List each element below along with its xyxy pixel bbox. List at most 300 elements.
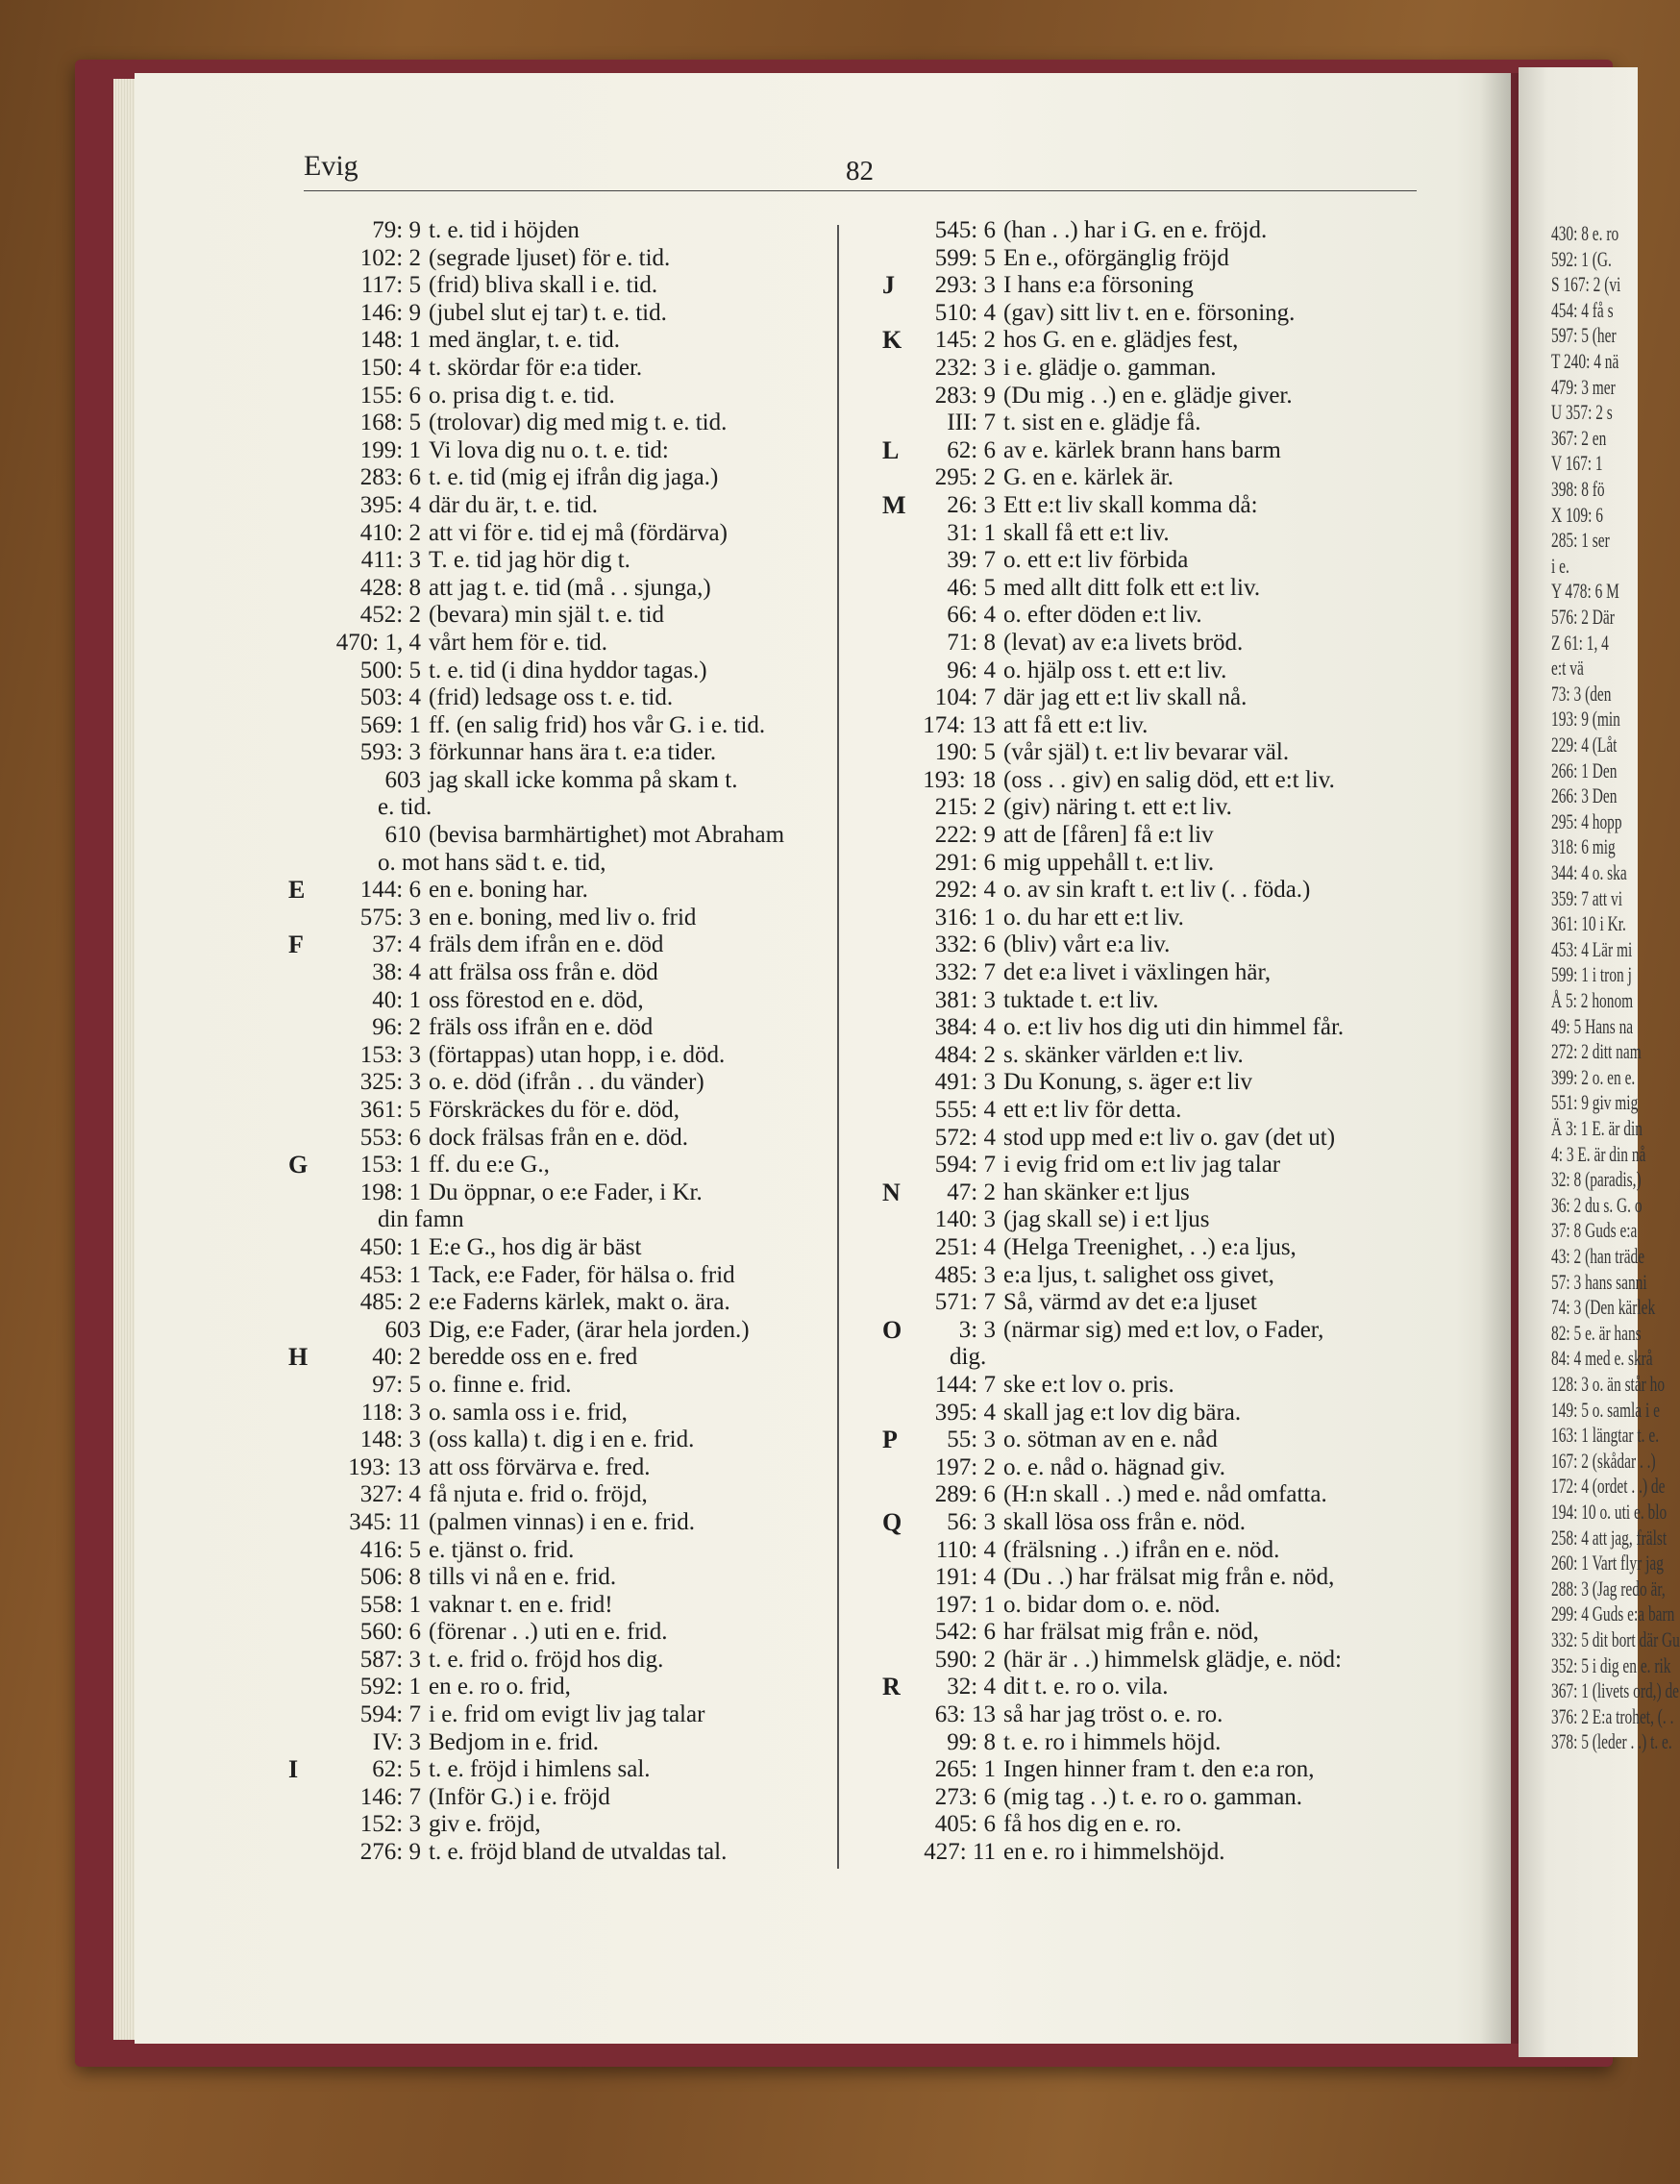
index-entry [882,464,1421,492]
section-letter: E [288,876,306,905]
next-page-line: 266: 1 Den [1551,757,1618,782]
entry-text: T. e. tid jag hör dig t. [429,547,630,574]
next-page-line: 260: 1 Vart flyr jag [1551,1551,1664,1576]
hymn-reference: 193: 13 [348,1453,421,1480]
next-page-line: Ä 3: 1 E. är din [1551,1116,1643,1140]
next-page-line: 399: 2 o. en e. [1551,1064,1636,1089]
entry-text: t. e. tid (i dina hyddor tagas.) [429,657,707,683]
index-entry [288,1537,836,1565]
hymn-reference: 118: 3 [360,1399,421,1426]
index-entry [882,767,1421,795]
next-page-line: 367: 1 (livets ord,) de [1551,1678,1680,1703]
index-entry [882,1756,1421,1784]
next-page-line: 194: 10 o. uti e. blo [1551,1500,1668,1524]
index-entry [882,272,1421,300]
hymn-reference: 38: 4 [372,959,421,986]
section-letter: I [288,1755,299,1784]
entry-text: o. mot hans säd t. e. tid, [378,849,606,876]
hymn-reference: 571: 7 [934,1289,996,1316]
next-page-line: 84: 4 med e. skrå [1551,1346,1653,1371]
entry-text: (Du . .) har frälsat mig från e. nöd, [1003,1564,1335,1591]
hymn-reference: 62: 6 [947,436,996,463]
index-entry [288,1317,836,1345]
next-page-line: T 240: 4 nä [1551,349,1619,373]
entry-text: han skänker e:t ljus [1003,1179,1190,1205]
entry-text: (Du mig . .) en e. glädje giver. [1003,382,1293,409]
next-page-line: X 109: 6 [1551,502,1603,527]
hymn-reference: 37: 4 [372,931,421,958]
hymn-reference: 416: 5 [359,1536,421,1563]
next-page-line: 36: 2 du s. G. o [1551,1192,1643,1217]
next-page-line: 285: 1 ser [1551,528,1610,553]
hymn-reference: 55: 3 [947,1427,996,1453]
next-page-line: 599: 1 i tron j [1551,962,1632,987]
hymn-reference: 146: 7 [359,1783,421,1810]
index-entry [288,1701,836,1729]
next-page-line: 299: 4 Guds e:a barn [1551,1601,1675,1626]
index-entry [288,1619,836,1647]
entry-text: o. prisa dig t. e. tid. [429,382,615,409]
hymn-reference: 222: 9 [934,822,996,849]
entry-text: t. e. ro i himmels höjd. [1003,1728,1222,1755]
index-entry [288,272,836,300]
entry-text: Ett e:t liv skall komma då: [1003,491,1258,518]
hymn-reference: 265: 1 [934,1756,996,1783]
hymn-reference: 32: 4 [947,1674,996,1700]
hymn-reference: 232: 3 [934,354,996,381]
index-entry [882,1619,1421,1647]
next-page-line: V 167: 1 [1551,451,1603,476]
hymn-reference: 545: 6 [934,217,996,243]
hymn-reference: 97: 5 [372,1371,421,1398]
hymn-reference: 381: 3 [934,986,996,1013]
index-entry [882,1152,1421,1179]
hymn-reference: 332: 6 [934,931,996,958]
entry-text: ske e:t lov o. pris. [1003,1371,1174,1398]
entry-text: med änglar, t. e. tid. [429,327,620,354]
hymn-reference: 276: 9 [359,1839,421,1866]
entry-text: hos G. en e. glädjes fest, [1003,327,1239,354]
entry-text: att vi för e. tid ej må (fördärva) [429,519,728,546]
index-entry [882,383,1421,410]
index-entry [882,1125,1421,1153]
hymn-reference: 361: 5 [359,1097,421,1123]
entry-text: s. skänker världen e:t liv. [1003,1041,1244,1068]
hymn-reference: 470: 1, 4 [335,629,421,656]
hymn-reference: 553: 6 [359,1124,421,1151]
column-divider [837,225,839,1869]
hymn-reference: 150: 4 [359,354,421,381]
entry-text: o. samla oss i e. frid, [429,1399,628,1426]
hymn-reference: 96: 4 [947,657,996,683]
index-entry [288,1097,836,1125]
next-page-line: 597: 5 (her [1551,323,1617,348]
entry-text: skall få ett e:t liv. [1003,519,1170,546]
index-entry [882,739,1421,767]
hymn-reference: 148: 1 [359,327,421,354]
index-entry [288,794,836,822]
entry-text: (trolovar) dig med mig t. e. tid. [429,410,728,436]
next-page-line: 74: 3 (Den kärlek [1551,1295,1656,1320]
section-letter: M [882,490,906,519]
entry-text: Du öppnar, o e:e Fader, i Kr. [429,1179,703,1205]
hymn-reference: 405: 6 [934,1811,996,1838]
index-entry [882,1344,1421,1372]
entry-text: En e., oförgänglig fröjd [1003,244,1229,271]
next-page-line: 361: 10 i Kr. [1551,911,1626,936]
entry-text: att oss förvärva e. fred. [429,1453,651,1480]
section-letter: G [288,1151,309,1179]
index-entry [882,712,1421,740]
index-entry [288,1564,836,1592]
hymn-reference: 148: 3 [359,1427,421,1453]
entry-text: G. en e. kärlek är. [1003,464,1174,491]
hymn-reference: 295: 2 [934,464,996,491]
hymn-reference: 484: 2 [934,1041,996,1068]
entry-text: o. sötman av en e. nåd [1003,1427,1218,1453]
next-page-line: 258: 4 att jag, frälst [1551,1525,1668,1550]
index-entry [288,464,836,492]
hymn-reference: 485: 2 [359,1289,421,1316]
next-page-line: Y 478: 6 M [1551,579,1619,604]
hymn-reference: 155: 6 [359,382,421,409]
index-entry [882,1647,1421,1675]
index-entry [882,1206,1421,1234]
entry-text: (bliv) vårt e:a liv. [1003,931,1171,958]
entry-text: o. e. nåd o. hägnad giv. [1003,1453,1225,1480]
entry-text: (vår själ) t. e:t liv bevarar väl. [1003,739,1290,766]
entry-text: t. e. fröjd bland de utvaldas tal. [429,1839,728,1866]
hymn-reference: 594: 7 [934,1152,996,1179]
index-entry [288,520,836,548]
index-entry [288,850,836,878]
entry-text: t. skördar för e:a tider. [429,354,643,381]
hymn-reference: 197: 2 [934,1453,996,1480]
entry-text: dit t. e. ro o. vila. [1003,1674,1169,1700]
section-letter: R [882,1673,901,1701]
hymn-reference: IV: 3 [372,1728,421,1755]
index-entry [288,1729,836,1757]
next-page-line: 37: 8 Guds e:a [1551,1218,1638,1243]
entry-text: (förenar . .) uti en e. frid. [429,1619,668,1646]
next-page-line: 73: 3 (den [1551,681,1612,706]
index-entry [288,1400,836,1427]
index-entry [288,1427,836,1454]
index-entry [288,437,836,465]
index-entry [882,575,1421,603]
page-header [304,148,1417,191]
hymn-reference: 506: 8 [359,1564,421,1591]
index-entry [882,1674,1421,1701]
index-entry [288,658,836,685]
hymn-reference: 110: 4 [935,1536,996,1563]
next-page-line: 288: 3 (Jag redo är, [1551,1576,1666,1601]
hymn-reference: 71: 8 [947,629,996,656]
index-entry [288,987,836,1015]
hymn-reference: 292: 4 [934,877,996,904]
index-entry [288,1069,836,1097]
next-page-line: 332: 5 dit bort där Gu [1551,1627,1680,1651]
entry-text: en e. ro i himmelshöjd. [1003,1839,1225,1866]
hymn-reference: 610 [384,822,421,849]
hymn-reference: 79: 9 [372,217,421,243]
page-number: 82 [846,156,874,186]
hymn-reference: 291: 6 [934,849,996,876]
entry-text: få hos dig en e. ro. [1003,1811,1182,1838]
hymn-reference: 560: 6 [359,1619,421,1646]
entry-text: Dig, e:e Fader, (ärar hela jorden.) [429,1316,750,1343]
entry-text: ff. (en salig frid) hos vår G. i e. tid. [429,711,766,738]
index-entry [882,410,1421,437]
index-entry [882,1454,1421,1482]
hymn-reference: 145: 2 [934,327,996,354]
index-entry [288,245,836,273]
section-letter: J [882,271,895,300]
index-entry [882,217,1421,245]
index-entry [288,1756,836,1784]
right-page [1519,67,1680,2057]
index-entry [288,1014,836,1042]
hymn-reference: 485: 3 [934,1261,996,1288]
index-entry [288,712,836,740]
index-entry [288,684,836,712]
next-page-line: i e. [1551,553,1569,578]
entry-text: där jag ett e:t liv skall nå. [1003,684,1248,711]
index-entry [882,1701,1421,1729]
hymn-reference: 327: 4 [359,1481,421,1508]
entry-text: en e. boning har. [429,877,588,904]
index-entry [288,547,836,575]
index-entry [882,1179,1421,1207]
index-entry [288,1454,836,1482]
entry-text: (Helga Treenighet, . .) e:a ljus, [1003,1233,1297,1260]
entry-text: tuktade t. e:t liv. [1003,986,1159,1013]
entry-text: (mig tag . .) t. e. ro o. gamman. [1003,1783,1303,1810]
hymn-reference: 102: 2 [359,244,421,271]
entry-text: (här är . .) himmelsk glädje, e. nöd: [1003,1646,1342,1673]
index-entry [288,1125,836,1153]
section-letter: F [288,931,304,959]
hymn-reference: 144: 7 [934,1371,996,1398]
hymn-reference: 3: 3 [958,1316,996,1343]
next-page-line: 398: 8 fö [1551,477,1605,501]
index-entry [288,1481,836,1509]
index-entry [882,1564,1421,1592]
next-page-line: 229: 4 (Låt [1551,732,1618,757]
index-entry [288,492,836,520]
index-entry [288,1206,836,1234]
entry-text: (oss kalla) t. dig i en e. frid. [429,1427,695,1453]
entry-text: (frid) ledsage oss t. e. tid. [429,684,674,711]
hymn-reference: 215: 2 [934,794,996,821]
next-page-line: 453: 4 Lär mi [1551,936,1633,961]
next-page-line: e:t vä [1551,656,1584,681]
entry-text: o. ett e:t liv förbida [1003,547,1189,574]
entry-text: att frälsa oss från e. död [429,959,658,986]
entry-text: e. tid. [378,794,432,821]
next-page-line: 352: 5 i dig en e. rik [1551,1652,1671,1677]
entry-text: o. finne e. frid. [429,1371,572,1398]
entry-text: t. e. frid o. fröjd hos dig. [429,1646,664,1673]
entry-text: (närmar sig) med e:t lov, o Fader, [1003,1316,1324,1343]
index-entry [882,1262,1421,1290]
entry-text: Vi lova dig nu o. t. e. tid: [429,436,669,463]
index-entry [288,410,836,437]
index-entry [882,300,1421,328]
index-entry [288,575,836,603]
entry-text: det e:a livet i växlingen här, [1003,959,1272,986]
index-entry [882,1400,1421,1427]
hymn-reference: 594: 7 [359,1701,421,1728]
hymn-reference: 587: 3 [359,1646,421,1673]
entry-text: t. e. fröjd i himlens sal. [429,1756,651,1783]
header-word: Evig [304,150,358,182]
entry-text: skall lösa oss från e. nöd. [1003,1508,1247,1535]
hymn-reference: 569: 1 [359,711,421,738]
hymn-reference: 510: 4 [934,299,996,326]
entry-text: dig. [950,1344,987,1371]
hymn-reference: 283: 9 [934,382,996,409]
hymn-reference: 198: 1 [359,1179,421,1205]
hymn-reference: 46: 5 [947,574,996,601]
entry-text: i evig frid om e:t liv jag talar [1003,1152,1281,1179]
hymn-reference: 592: 1 [359,1674,421,1700]
next-page-line: 378: 5 (leder . .) t. e. [1551,1729,1672,1754]
index-entry [288,1674,836,1701]
entry-text: o. av sin kraft t. e:t liv (. . föda.) [1003,877,1311,904]
entry-text: I hans e:a försoning [1003,272,1194,299]
hymn-reference: 603 [384,766,421,793]
entry-text: i e. frid om evigt liv jag talar [429,1701,705,1728]
entry-text: o. bidar dom o. e. nöd. [1003,1591,1221,1618]
index-entry [288,1179,836,1207]
right-column [882,217,1421,1867]
entry-text: så har jag tröst o. e. ro. [1003,1701,1223,1728]
entry-text: i e. glädje o. gamman. [1003,354,1217,381]
entry-text: oss förestod en e. död, [429,986,644,1013]
next-page-line: 318: 6 mig [1551,834,1616,859]
hymn-reference: 56: 3 [947,1508,996,1535]
entry-text: ett e:t liv för detta. [1003,1097,1182,1123]
hymn-reference: 411: 3 [360,547,421,574]
hymn-reference: 190: 5 [934,739,996,766]
hymn-reference: 384: 4 [934,1014,996,1041]
next-page-line: Å 5: 2 honom [1551,988,1634,1012]
next-page-line: 82: 5 e. är hans [1551,1320,1642,1345]
entry-text: (bevisa barmhärtighet) mot Abraham [429,822,785,849]
next-page-line: 43: 2 (han träde [1551,1244,1645,1268]
index-entry [288,1811,836,1839]
index-entry [882,327,1421,355]
entry-text: fräls dem ifrån en e. död [429,931,664,958]
next-page-line: 4: 3 E. är din nå [1551,1141,1646,1166]
hymn-reference: 140: 3 [934,1206,996,1233]
entry-text: en e. ro o. frid, [429,1674,571,1700]
index-entry [288,1372,836,1400]
entry-text: dock frälsas från en e. död. [429,1124,689,1151]
entry-text: att jag t. e. tid (må . . sjunga,) [429,574,711,601]
section-letter: P [882,1426,898,1454]
index-entry [288,602,836,630]
entry-text: o. e. död (ifrån . . du vänder) [429,1069,704,1096]
hymn-reference: 174: 13 [923,711,996,738]
entry-text: förkunnar hans ära t. e:a tider. [429,739,717,766]
hymn-reference: 39: 7 [947,547,996,574]
entry-text: Du Konung, s. äger e:t liv [1003,1069,1252,1096]
entry-text: o. du har ett e:t liv. [1003,904,1184,931]
left-column [288,217,836,1867]
entry-text: (palmen vinnas) i en e. frid. [429,1508,695,1535]
index-entry [882,794,1421,822]
entry-text: stod upp med e:t liv o. gav (det ut) [1003,1124,1336,1151]
hymn-reference: 199: 1 [359,436,421,463]
section-letter: Q [882,1507,902,1536]
hymn-reference: 593: 3 [359,739,421,766]
index-entry [288,1784,836,1812]
entry-text: (jag skall se) i e:t ljus [1003,1206,1210,1233]
hymn-reference: 590: 2 [934,1646,996,1673]
hymn-reference: 555: 4 [934,1097,996,1123]
index-entry [882,684,1421,712]
entry-text: fräls oss ifrån en e. död [429,1014,654,1041]
next-page-line: 128: 3 o. än står ho [1551,1372,1666,1396]
index-entry [288,822,836,850]
index-entry [882,877,1421,905]
hymn-reference: 325: 3 [359,1069,421,1096]
index-entry [288,355,836,383]
entry-text: t. sist en e. glädje få. [1003,410,1201,436]
index-entry [882,1592,1421,1620]
index-entry [288,767,836,795]
entry-text: E:e G., hos dig är bäst [429,1233,642,1260]
hymn-reference: 104: 7 [934,684,996,711]
index-entry [882,1427,1421,1454]
next-page-line: 376: 2 E:a trohet, (. . [1551,1703,1674,1728]
index-entry [882,437,1421,465]
hymn-reference: 293: 3 [934,272,996,299]
next-page-line: S 167: 2 (vi [1551,272,1621,297]
hymn-reference: 96: 2 [372,1014,421,1041]
hymn-reference: 40: 1 [372,986,421,1013]
entry-text: mig uppehåll t. e:t liv. [1003,849,1215,876]
index-entry [882,355,1421,383]
section-letter: O [882,1315,902,1344]
entry-text: din famn [378,1206,464,1233]
entry-text: Tack, e:e Fader, för hälsa o. frid [429,1261,735,1288]
hymn-reference: 450: 1 [359,1233,421,1260]
index-entry [882,1014,1421,1042]
hymn-reference: 31: 1 [947,519,996,546]
index-entry [882,245,1421,273]
hymn-reference: 427: 11 [924,1839,996,1866]
index-entry [882,1372,1421,1400]
entry-text: Ingen hinner fram t. den e:a ron, [1003,1756,1315,1783]
next-page-line: 149: 5 o. samla i e [1551,1397,1660,1422]
hymn-reference: 453: 1 [359,1261,421,1288]
hymn-reference: 47: 2 [947,1179,996,1205]
entry-text: e:e Faderns kärlek, makt o. ära. [429,1289,730,1316]
next-page-line: 592: 1 (G. [1551,246,1612,271]
index-entry [288,630,836,658]
next-page-line: 359: 7 att vi [1551,885,1623,910]
entry-text: (frälsning . .) ifrån en e. nöd. [1003,1536,1280,1563]
hymn-reference: 193: 18 [923,766,996,793]
entry-text: (giv) näring t. ett e:t liv. [1003,794,1232,821]
next-page-line: 167: 2 (skådar . .) [1551,1448,1656,1473]
hymn-reference: 316: 1 [934,904,996,931]
entry-text: jag skall icke komma på skam t. [429,766,738,793]
hymn-reference: 500: 5 [359,657,421,683]
